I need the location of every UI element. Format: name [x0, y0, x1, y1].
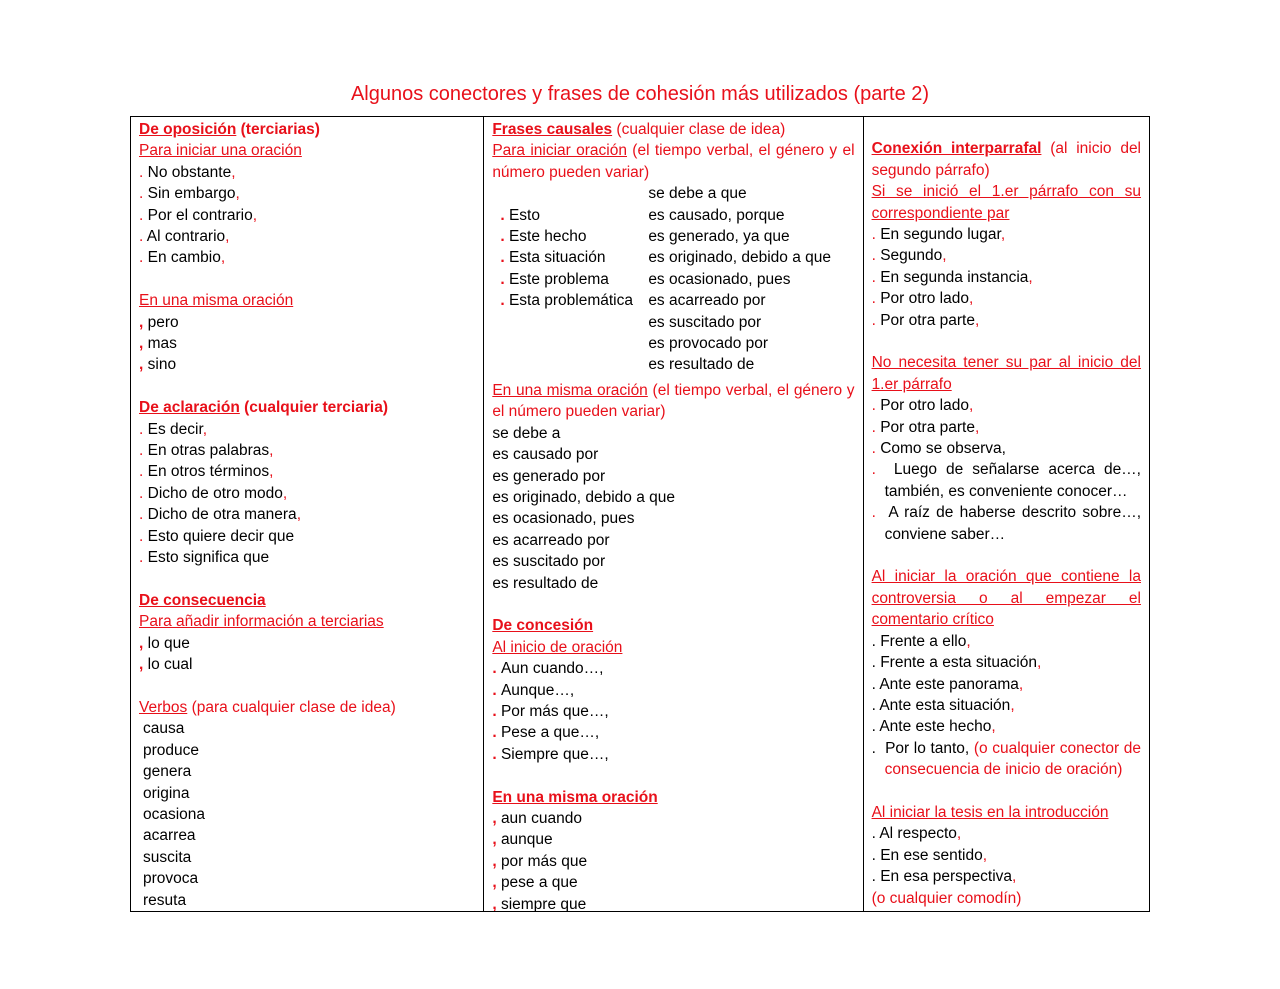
list-item: es suscitado por	[648, 313, 762, 331]
section-heading-interparrafal: Conexión interparrafal	[871, 140, 1042, 158]
section-qualifier: (para cualquier clase de idea)	[187, 698, 396, 716]
list-causales-misma	[492, 423, 854, 594]
section-qualifier: (al inicio del segundo párrafo)	[871, 140, 1142, 179]
list-item: genera	[143, 763, 192, 781]
list-interparrafal-par	[872, 224, 1141, 331]
list-item: , lo cual	[139, 656, 193, 674]
list-item: . En otros términos,	[139, 463, 274, 481]
list-item: , lo que	[139, 634, 190, 652]
list-item: . Luego de señalarse acerca de…, también, es conveniente conocer…	[871, 461, 1141, 500]
column-2	[484, 117, 863, 911]
list-concesion-inicio	[492, 658, 854, 765]
list-item: es originado, debido a que	[492, 488, 676, 506]
list-item: provoca	[143, 870, 199, 888]
list-item: es causado por	[492, 446, 599, 464]
list-item: es causado, porque	[648, 206, 785, 224]
list-item: . Por lo tanto, (o cualquier conector de consecuencia de inicio de oración)	[871, 739, 1142, 779]
list-item: . A raíz de haberse descrito sobre…, conviene saber…	[871, 504, 1141, 543]
list-item: . Este problema	[500, 270, 609, 288]
list-item: . Ante este panorama,	[871, 675, 1024, 693]
list-item: . Segundo,	[871, 247, 947, 265]
list-interparrafal-nopar	[872, 395, 1141, 438]
column-1	[131, 117, 484, 911]
list-item: , mas	[139, 335, 177, 353]
list-item: . Ante este hecho,	[871, 718, 996, 736]
list-concesion-misma	[492, 808, 854, 911]
list-item: . No obstante,	[139, 163, 236, 181]
list-item: resuta	[143, 891, 187, 909]
list-item: . Esto significa que	[139, 549, 270, 567]
list-item: es generado, ya que	[648, 228, 790, 246]
list-item: . Como se observa,	[871, 440, 1006, 458]
list-item: . Dicho de otra manera,	[139, 506, 301, 524]
list-item: . Pese a que…,	[492, 724, 600, 742]
list-item: . Esto quiere decir que	[139, 527, 295, 545]
list-item: origina	[143, 784, 190, 802]
list-item: es provocado por	[648, 335, 769, 353]
list-oposicion-misma	[139, 312, 475, 376]
list-item: suscita	[143, 848, 192, 866]
list-item: . Ante esta situación,	[871, 696, 1015, 714]
list-aclaracion	[139, 419, 475, 569]
subheading: Al iniciar la oración que contiene la controversia o al empezar el comentario crítico	[871, 568, 1141, 629]
list-item: . Es decir,	[139, 420, 208, 438]
list-item: . Esta problemática	[500, 292, 633, 310]
subheading-note: (el tiempo verbal, el género y el número pueden variar)	[492, 381, 855, 421]
list-item: . Siempre que…,	[492, 745, 609, 763]
list-item: . Por otro lado,	[871, 290, 974, 308]
list-item: es resultado de	[492, 574, 599, 592]
list-item: . Al contrario,	[139, 228, 230, 246]
list-item: . Sin embargo,	[139, 185, 240, 203]
list-item: . Al respecto,	[871, 825, 962, 843]
list-item: es originado, debido a que	[648, 249, 832, 267]
list-item: . Esto	[500, 206, 540, 224]
section-heading-oposicion: De oposición	[139, 121, 237, 138]
subheading-note: (el tiempo verbal, el género y el número pueden variar)	[492, 142, 855, 181]
subheading: En una misma oración	[492, 381, 648, 399]
list-item: . Dicho de otro modo,	[139, 484, 288, 502]
list-oposicion-inicio	[139, 162, 475, 269]
section-qualifier: (cualquier clase de idea)	[612, 121, 786, 138]
subheading-bold: En una misma oración	[492, 788, 658, 806]
list-item: . En cambio,	[139, 249, 226, 267]
list-item: , sino	[139, 356, 177, 374]
subheading: No necesita tener su par al inicio del 1.er párrafo	[871, 354, 1141, 393]
causal-predicates	[648, 183, 854, 376]
column-3	[864, 117, 1149, 911]
list-item: se debe a que	[648, 185, 747, 203]
list-item: . Por el contrario,	[139, 206, 258, 224]
causal-grid	[492, 183, 854, 376]
list-item: es ocasionado, pues	[492, 510, 635, 528]
subheading: En una misma oración	[139, 292, 294, 310]
list-item: es suscitado por	[492, 553, 606, 571]
list-item: , aunque	[492, 831, 553, 849]
list-item: acarrea	[143, 827, 196, 845]
list-item: , por más que	[492, 852, 588, 870]
section-qualifier: (cualquier terciaria)	[239, 399, 388, 417]
list-consecuencia	[139, 633, 475, 676]
subheading: Si se inició el 1.er párrafo con su correspondiente par	[871, 183, 1141, 222]
list-item: . En ese sentido,	[871, 846, 988, 864]
list-item: . Frente a ello,	[871, 632, 971, 650]
list-item: . Por otro lado,	[871, 397, 974, 415]
section-heading-verbos: Verbos	[139, 698, 188, 716]
list-item: . Este hecho	[500, 228, 587, 246]
list-controversia	[872, 631, 1141, 738]
section-qualifier: (terciarias)	[236, 121, 320, 138]
causal-subjects	[492, 183, 648, 376]
connectors-table	[130, 116, 1150, 912]
list-item: , aun cuando	[492, 809, 582, 827]
list-item: produce	[143, 741, 200, 759]
section-heading-causales: Frases causales	[492, 121, 613, 138]
section-heading-aclaracion: De aclaración	[139, 399, 240, 417]
subheading: Para iniciar oración	[492, 142, 627, 160]
list-item: , siempre que	[492, 895, 587, 911]
list-tesis	[872, 823, 1141, 887]
list-item: . En segunda instancia,	[871, 268, 1033, 286]
list-item: . Aun cuando…,	[492, 660, 604, 678]
section-heading-concesion: De concesión	[492, 617, 594, 635]
list-item: , pese a que	[492, 874, 578, 892]
section-heading-consecuencia: De consecuencia	[139, 591, 266, 609]
list-item: . En segundo lugar,	[871, 226, 1006, 244]
list-item: es generado por	[492, 467, 606, 485]
list-item: se debe a	[492, 424, 561, 442]
list-item: . Por más que…,	[492, 702, 609, 720]
list-item: , pero	[139, 313, 179, 331]
list-item: es resultado de	[648, 356, 755, 374]
list-item: . Esta situación	[500, 249, 606, 267]
list-item: es acarreado por	[648, 292, 766, 310]
list-item: es acarreado por	[492, 531, 610, 549]
subheading: Al inicio de oración	[492, 638, 623, 656]
subheading: Para iniciar una oración	[139, 142, 302, 160]
note: (o cualquier comodín)	[871, 889, 1022, 907]
list-item: es ocasionado, pues	[648, 270, 791, 288]
list-item: . Por otra parte,	[871, 418, 980, 436]
list-item: . Por otra parte,	[871, 311, 980, 329]
list-verbos	[139, 718, 475, 911]
list-item: . En esa perspectiva,	[871, 868, 1017, 886]
list-item: . Aunque…,	[492, 681, 575, 699]
list-item: ocasiona	[143, 805, 206, 823]
list-item: . Frente a esta situación,	[871, 654, 1042, 672]
list-item: causa	[143, 720, 185, 738]
subheading: Para añadir información a terciarias	[139, 613, 384, 631]
list-item: . En otras palabras,	[139, 442, 274, 460]
page-title: Algunos conectores y frases de cohesión más utilizados (parte 2)	[350, 83, 930, 105]
subheading: Al iniciar la tesis en la introducción	[871, 803, 1109, 821]
